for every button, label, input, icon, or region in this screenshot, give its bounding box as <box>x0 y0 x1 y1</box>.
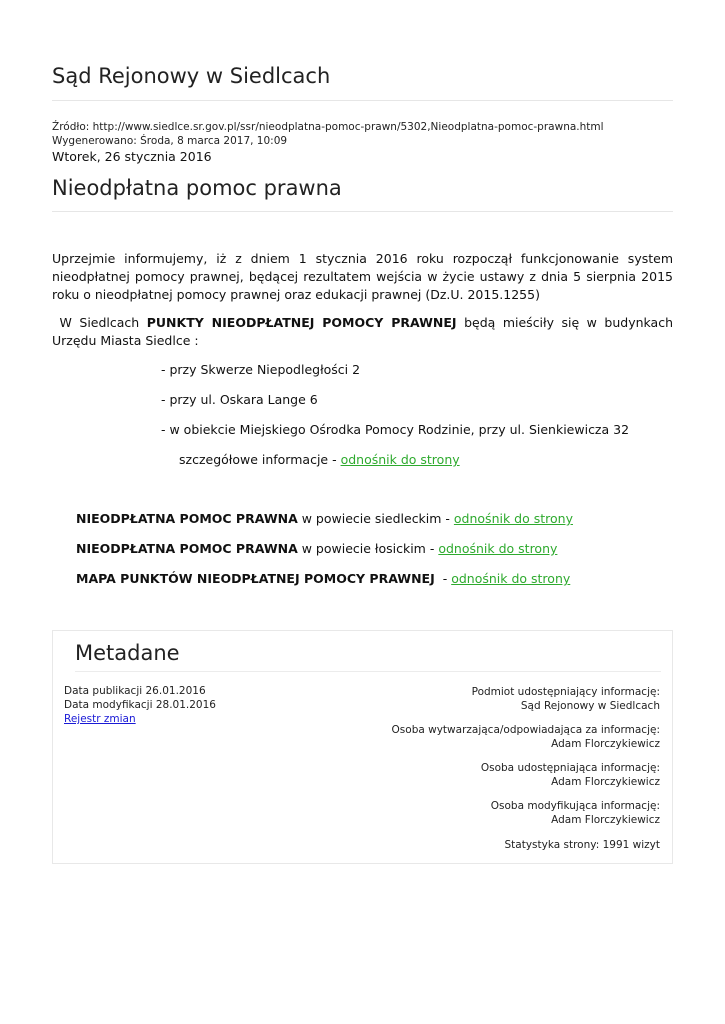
provider-info <box>472 685 660 713</box>
link-bold: MAPA PUNKTÓW NIEODPŁATNEJ POMOCY PRAWNEJ <box>76 571 435 586</box>
intro-paragraph: Uprzejmie informujemy, iż z dniem 1 stycznia 2016 roku rozpoczął funkcjonowanie system nieodpłatnej pomocy prawnej, będącej rezultatem wejścia w życie ustawy z dnia 5 sierpnia 2015 roku o nieodpłatnej pomocy prawnej oraz edukacji prawnej (Dz.U. 2015.1255) <box>52 251 673 302</box>
article-date: Wtorek, 26 stycznia 2016 <box>52 149 212 164</box>
page-stats: Statystyka strony: 1991 wizyt <box>504 839 660 851</box>
article-title: Nieodpłatna pomoc prawna <box>52 176 342 200</box>
link-bold: NIEODPŁATNA POMOC PRAWNA <box>76 511 298 526</box>
location-item: - przy ul. Oskara Lange 6 <box>161 392 318 407</box>
losicki-link[interactable]: odnośnik do strony <box>438 541 558 556</box>
points-paragraph <box>52 314 673 350</box>
link-text: w powiecie łosickim - <box>297 541 439 556</box>
link-line-map <box>76 571 570 586</box>
link-bold: NIEODPŁATNA POMOC PRAWNA <box>76 541 298 556</box>
modified-date: Data modyfikacji 28.01.2016 <box>64 699 216 711</box>
points-bold: PUNKTY NIEODPŁATNEJ POMOCY PRAWNEJ <box>146 315 457 330</box>
location-item: - przy Skwerze Niepodległości 2 <box>161 362 361 377</box>
published-date: Data publikacji 26.01.2016 <box>64 685 206 697</box>
link-line-siedlecki <box>76 511 573 526</box>
author-info <box>392 723 660 751</box>
publisher-label: Osoba udostępniająca informację: <box>480 762 660 774</box>
metadata-title: Metadane <box>75 641 180 665</box>
link-text: w powiecie siedleckim - <box>297 511 454 526</box>
changes-register-link[interactable]: Rejestr zmian <box>64 713 136 725</box>
publisher-info <box>481 761 660 789</box>
provider-value: Sąd Rejonowy w Siedlcach <box>520 700 660 712</box>
generated-timestamp: Wygenerowano: Środa, 8 marca 2017, 10:09 <box>52 135 288 147</box>
publisher-value: Adam Florczykiewicz <box>551 776 660 788</box>
site-title: Sąd Rejonowy w Siedlcach <box>52 64 331 88</box>
points-suffix: będą mieściły się w budynkach Urzędu Miasta Siedlce : <box>52 315 674 348</box>
metadata-panel <box>52 630 673 864</box>
divider <box>52 211 673 212</box>
modifier-label: Osoba modyfikująca informację: <box>490 800 660 812</box>
author-label: Osoba wytwarzająca/odpowiadająca za informację: <box>391 724 660 736</box>
modifier-value: Adam Florczykiewicz <box>551 814 660 826</box>
link-text: - <box>434 571 452 586</box>
source-url: Źródło: http://www.siedlce.sr.gov.pl/ssr/nieodplatna-pomoc-prawn/5302,Nieodplatna-pomoc-prawna.html <box>52 121 604 133</box>
author-value: Adam Florczykiewicz <box>551 738 660 750</box>
details-text: szczegółowe informacje - <box>179 452 341 467</box>
details-link[interactable]: odnośnik do strony <box>340 452 460 467</box>
link-line-losicki <box>76 541 557 556</box>
provider-label: Podmiot udostępniający informację: <box>471 686 660 698</box>
divider <box>75 671 661 672</box>
points-prefix: W Siedlcach <box>52 315 147 330</box>
map-link[interactable]: odnośnik do strony <box>451 571 571 586</box>
location-item: - w obiekcie Miejskiego Ośrodka Pomocy Rodzinie, przy ul. Sienkiewicza 32 <box>161 422 630 437</box>
divider <box>52 100 673 101</box>
details-line <box>179 452 460 467</box>
siedlecki-link[interactable]: odnośnik do strony <box>453 511 573 526</box>
modifier-info <box>491 799 660 827</box>
